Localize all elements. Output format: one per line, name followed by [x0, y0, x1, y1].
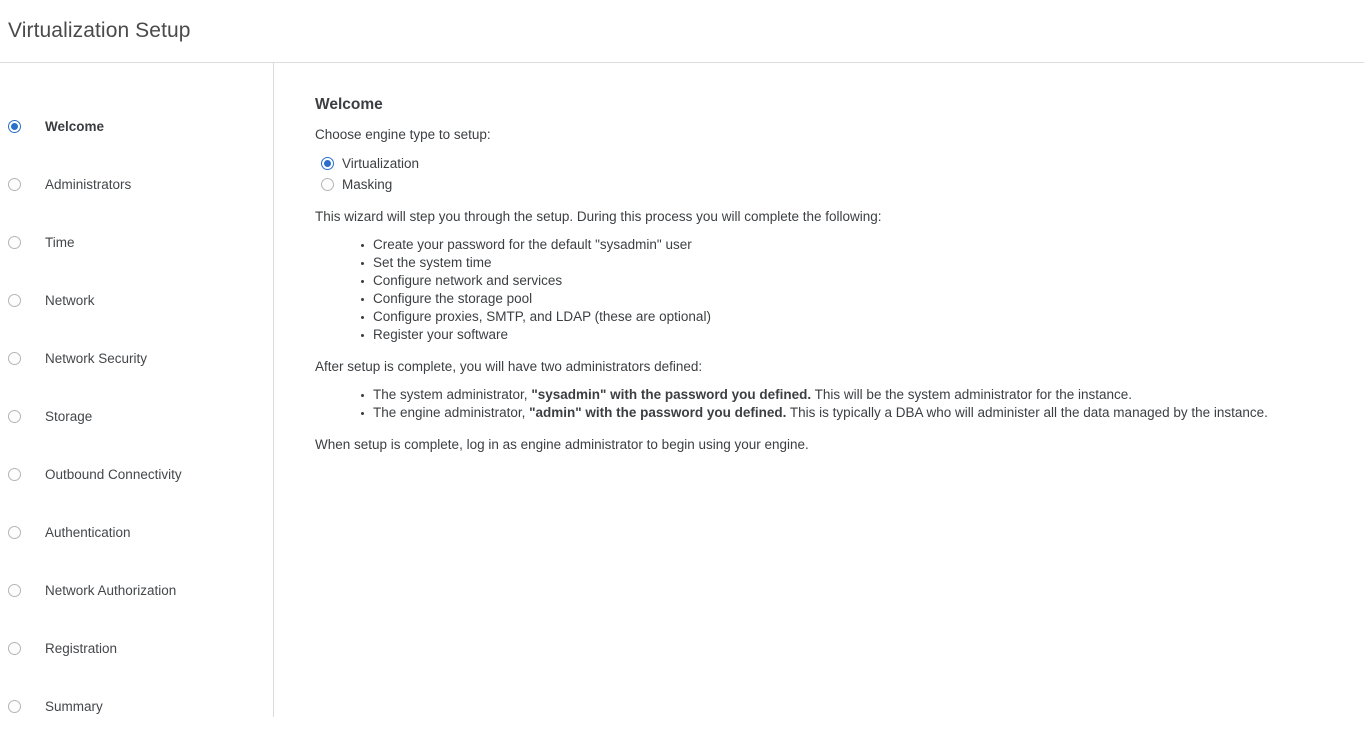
list-item: Configure network and services [373, 272, 1364, 290]
list-item [373, 386, 1364, 404]
page-header [0, 0, 1364, 63]
sidebar-item-label: Welcome [45, 118, 105, 134]
sidebar-item-network[interactable] [0, 271, 273, 329]
step-radio-icon[interactable] [8, 410, 21, 423]
sidebar-item-label: Authentication [45, 524, 131, 540]
content-heading: Welcome [315, 96, 383, 113]
sidebar-item-authentication[interactable] [0, 503, 273, 561]
sidebar-item-administrators[interactable] [0, 155, 273, 213]
radio-icon[interactable] [321, 157, 334, 170]
sidebar-item-label: Registration [45, 640, 118, 656]
setup-steps-list [315, 236, 1364, 344]
list-item: Configure proxies, SMTP, and LDAP (these are optional) [373, 308, 1364, 326]
sidebar-item-label: Administrators [45, 176, 132, 192]
sidebar-item-network-authorization[interactable] [0, 561, 273, 619]
sidebar-item-label: Time [45, 234, 75, 250]
list-item: Set the system time [373, 254, 1364, 272]
list-item: Create your password for the default "sysadmin" user [373, 236, 1364, 254]
sidebar-item-label: Network Security [45, 350, 148, 366]
administrators-list [315, 386, 1364, 422]
sidebar-item-time[interactable] [0, 213, 273, 271]
admin-bold: "admin" with the password you defined. [529, 405, 787, 420]
wizard-content-panel [274, 63, 1364, 717]
list-item: Configure the storage pool [373, 290, 1364, 308]
step-radio-icon[interactable] [8, 178, 21, 191]
closing-text: When setup is complete, log in as engine administrator to begin using your engine. [315, 437, 809, 452]
engine-option-label: Virtualization [342, 156, 420, 171]
step-radio-icon[interactable] [8, 120, 21, 133]
step-radio-icon[interactable] [8, 352, 21, 365]
main-layout [0, 63, 1364, 717]
sidebar-item-outbound-connectivity[interactable] [0, 445, 273, 503]
step-radio-icon[interactable] [8, 526, 21, 539]
step-radio-icon[interactable] [8, 642, 21, 655]
sidebar-item-network-security[interactable] [0, 329, 273, 387]
admin-prefix: The engine administrator, [373, 405, 530, 420]
after-setup-text: After setup is complete, you will have two administrators defined: [315, 359, 703, 374]
admin-suffix: This is typically a DBA who will administer all the data managed by the instance. [786, 405, 1268, 420]
engine-option-virtualization[interactable] [321, 154, 1364, 173]
step-radio-icon[interactable] [8, 236, 21, 249]
sidebar-item-label: Outbound Connectivity [45, 466, 182, 482]
wizard-intro-text: This wizard will step you through the setup. During this process you will complete the following: [315, 209, 882, 224]
radio-icon[interactable] [321, 178, 334, 191]
sidebar-item-registration[interactable] [0, 619, 273, 677]
sidebar-item-label: Network [45, 292, 95, 308]
wizard-step-sidebar [0, 63, 274, 717]
sidebar-item-storage[interactable] [0, 387, 273, 445]
engine-option-label: Masking [342, 177, 393, 192]
sidebar-item-label: Network Authorization [45, 582, 177, 598]
sidebar-item-label: Summary [45, 698, 103, 714]
page-title: Virtualization Setup [8, 19, 191, 42]
step-radio-icon[interactable] [8, 584, 21, 597]
admin-suffix: This will be the system administrator for the instance. [811, 387, 1133, 402]
admin-prefix: The system administrator, [373, 387, 532, 402]
engine-option-masking[interactable] [321, 175, 1364, 194]
list-item: Register your software [373, 326, 1364, 344]
step-radio-icon[interactable] [8, 294, 21, 307]
sidebar-item-label: Storage [45, 408, 93, 424]
admin-bold: "sysadmin" with the password you defined. [531, 387, 812, 402]
step-radio-icon[interactable] [8, 700, 21, 713]
engine-type-label: Choose engine type to setup: [315, 127, 491, 142]
sidebar-item-summary[interactable] [0, 677, 273, 735]
engine-type-radio-group[interactable] [321, 154, 1364, 194]
sidebar-item-welcome[interactable] [0, 97, 273, 155]
step-radio-icon[interactable] [8, 468, 21, 481]
list-item [373, 404, 1364, 422]
